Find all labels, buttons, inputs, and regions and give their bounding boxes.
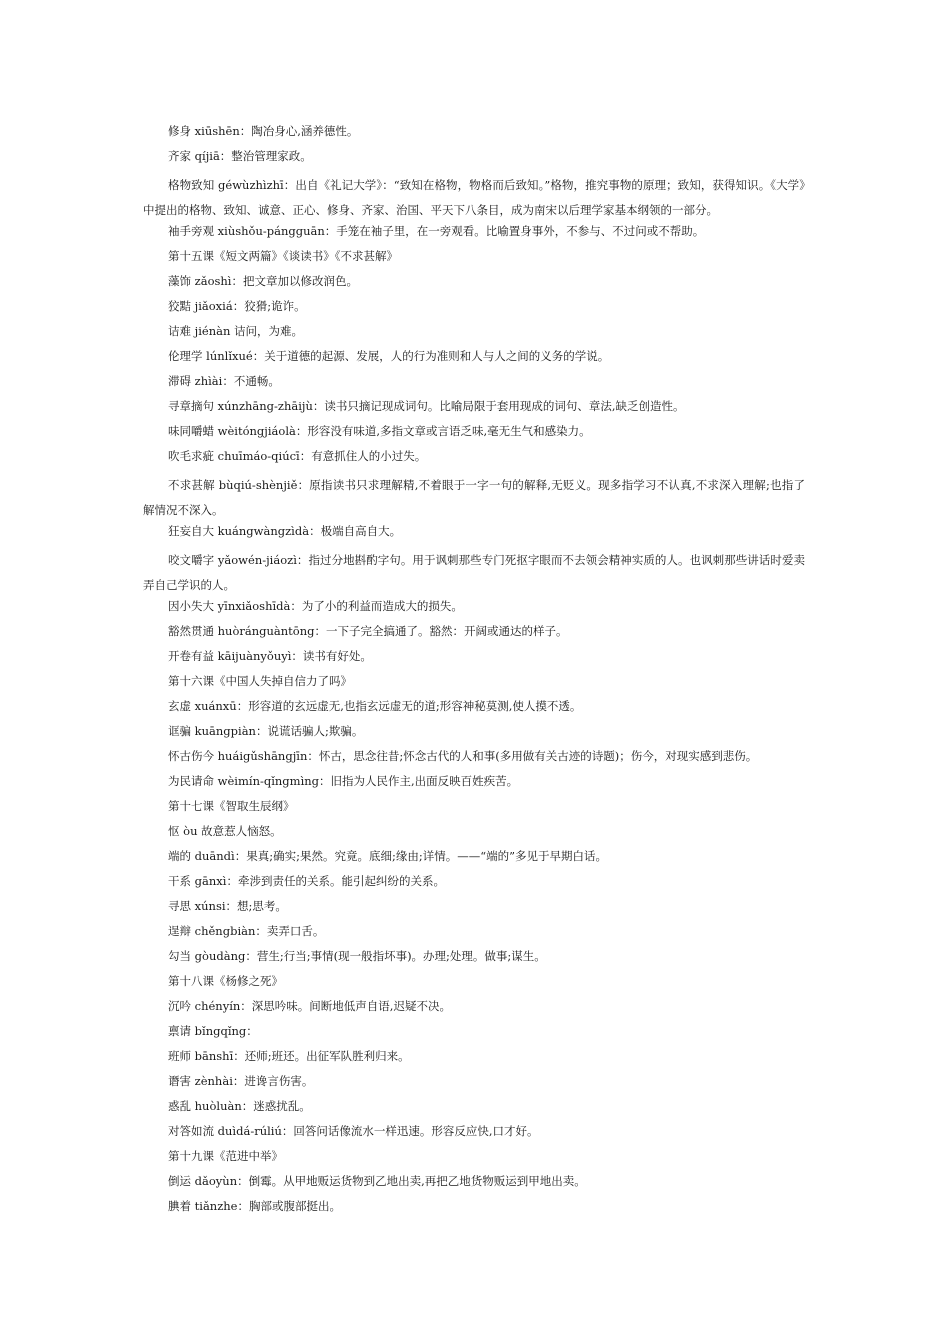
entry-lunlixue: 伦理学 lúnlǐxué：关于道德的起源、发展，人的行为准则和人与人之间的义务的学说。 xyxy=(168,349,610,363)
entry-weiminqingming: 为民请命 wèimín-qǐngmìng：旧指为人民作主,出面反映百姓疾苦。 xyxy=(168,774,519,788)
entry-chuimaoqiuci: 吹毛求疵 chuīmáo-qiúcī：有意抓住人的小过失。 xyxy=(168,449,427,463)
entry-chenyin: 沉吟 chényín：深思吟味。间断地低声自语,迟疑不决。 xyxy=(168,999,451,1013)
entry-xunzhangzhaiju: 寻章摘句 xúnzhāng-zhāijù：读书只摘记现成词句。比喻局限于套用现成的词句、章法,缺乏创造性。 xyxy=(168,399,685,413)
entry-zenhai: 谮害 zènhài：进谗言伤害。 xyxy=(168,1074,314,1088)
entry-buqiushenjie: 不求甚解 bùqiú-shènjiě：原指读书只求理解精,不着眼于一字一句的解释,无贬义。现多指学习不认真,不求深入理解;也指了解情况不深入。 xyxy=(143,478,805,517)
entry-goudang: 勾当 gòudàng：营生;行当;事情(现一般指坏事)。办理;处理。做事;谋生。 xyxy=(168,949,546,963)
vocabulary-list xyxy=(143,123,805,1223)
entry-yinxiaoshida: 因小失大 yīnxiǎoshīdà：为了小的利益而造成大的损失。 xyxy=(168,599,463,613)
entry-xiushoupangguan: 袖手旁观 xiùshǒu-pángguān：手笼在袖子里，在一旁观看。比喻置身事外，不参与、不过问或不帮助。 xyxy=(168,224,705,238)
entry-xunsi: 寻思 xúnsi：想;思考。 xyxy=(168,899,287,913)
entry-kuangpian: 诓骗 kuāngpiàn：说谎话骗人;欺骗。 xyxy=(168,724,364,738)
entry-ganxi: 干系 gānxì：牵涉到责任的关系。能引起纠纷的关系。 xyxy=(168,874,445,888)
entry-chengbian: 逞辩 chěngbiàn：卖弄口舌。 xyxy=(168,924,325,938)
entry-bingqing: 禀请 bǐngqǐng： xyxy=(168,1024,258,1038)
entry-duidaruliu: 对答如流 duìdá-rúliú：回答问话像流水一样迅速。形容反应快,口才好。 xyxy=(168,1124,539,1138)
entry-duandi: 端的 duāndì：果真;确实;果然。究竟。底细;缘由;详情。——“端的”多见于早期白话。 xyxy=(168,849,607,863)
lesson-heading-17: 第十七课《智取生辰纲》 xyxy=(168,799,295,813)
entry-zhiai: 滞碍 zhìài：不通畅。 xyxy=(168,374,280,388)
entry-qijia: 齐家 qíjiā：整治管理家政。 xyxy=(168,149,312,163)
entry-kuangwangzida: 狂妄自大 kuángwàngzìdà：极端自高自大。 xyxy=(168,524,402,538)
entry-xuanxu: 玄虚 xuánxū：形容道的玄远虚无,也指玄远虚无的道;形容神秘莫测,使人摸不透。 xyxy=(168,699,582,713)
entry-yaowenjiaozi: 咬文嚼字 yǎowén-jiáozì：指过分地斟酌字句。用于讽刺那些专门死抠字眼而不去领会精神实质的人。也讽刺那些讲话时爱卖弄自己学识的人。 xyxy=(143,553,805,592)
lesson-heading-19: 第十九课《范进中举》 xyxy=(168,1149,283,1163)
entry-weitongjiaola: 味同嚼蜡 wèitóngjiáolà：形容没有味道,多指文章或言语乏味,毫无生气和感染力。 xyxy=(168,424,591,438)
entry-gewuzhizhi: 格物致知 géwùzhìzhī：出自《礼记大学》：“致知在格物，物格而后致知。”格物，推究事物的原理；致知，获得知识。《大学》中提出的格物、致知、诚意、正心、修身、齐家、治国、平天下八条目，成为南宋以后理学家基本纲领的一部分。 xyxy=(143,178,805,217)
lesson-heading-18: 第十八课《杨修之死》 xyxy=(168,974,283,988)
entry-banshi: 班师 bānshī：还师;班还。出征军队胜利归来。 xyxy=(168,1049,410,1063)
entry-ou: 怄 òu 故意惹人恼怒。 xyxy=(168,824,282,838)
entry-huaigushangjin: 怀古伤今 huáigǔshāngjīn：怀古，思念往昔;怀念古代的人和事(多用做有关古迹的诗题)；伤今，对现实感到悲伤。 xyxy=(168,749,758,763)
entry-zaoshi: 藻饰 zǎoshì：把文章加以修改润色。 xyxy=(168,274,358,288)
entry-jienan: 诘难 jiénàn 诘问，为难。 xyxy=(168,324,304,338)
entry-daoyun: 倒运 dǎoyùn：倒霉。从甲地贩运货物到乙地出卖,再把乙地货物贩运到甲地出卖。 xyxy=(168,1174,586,1188)
lesson-heading-16: 第十六课《中国人失掉自信力了吗》 xyxy=(168,674,352,688)
entry-xiushen: 修身 xiūshēn：陶冶身心,涵养德性。 xyxy=(168,124,359,138)
entry-kaijuanyouyi: 开卷有益 kāijuànyǒuyì：读书有好处。 xyxy=(168,649,372,663)
entry-huoluan: 惑乱 huòluàn：迷惑扰乱。 xyxy=(168,1099,311,1113)
entry-huoranguantong: 豁然贯通 huòránguàntōng：一下子完全搞通了。豁然：开阔或通达的样子。 xyxy=(168,624,568,638)
entry-jiaoxia: 狡黠 jiǎoxiá：狡猾;诡诈。 xyxy=(168,299,306,313)
entry-tianzhe: 腆着 tiǎnzhe：胸部或腹部挺出。 xyxy=(168,1199,341,1213)
lesson-heading-15: 第十五课《短文两篇》《谈读书》《不求甚解》 xyxy=(168,249,398,263)
